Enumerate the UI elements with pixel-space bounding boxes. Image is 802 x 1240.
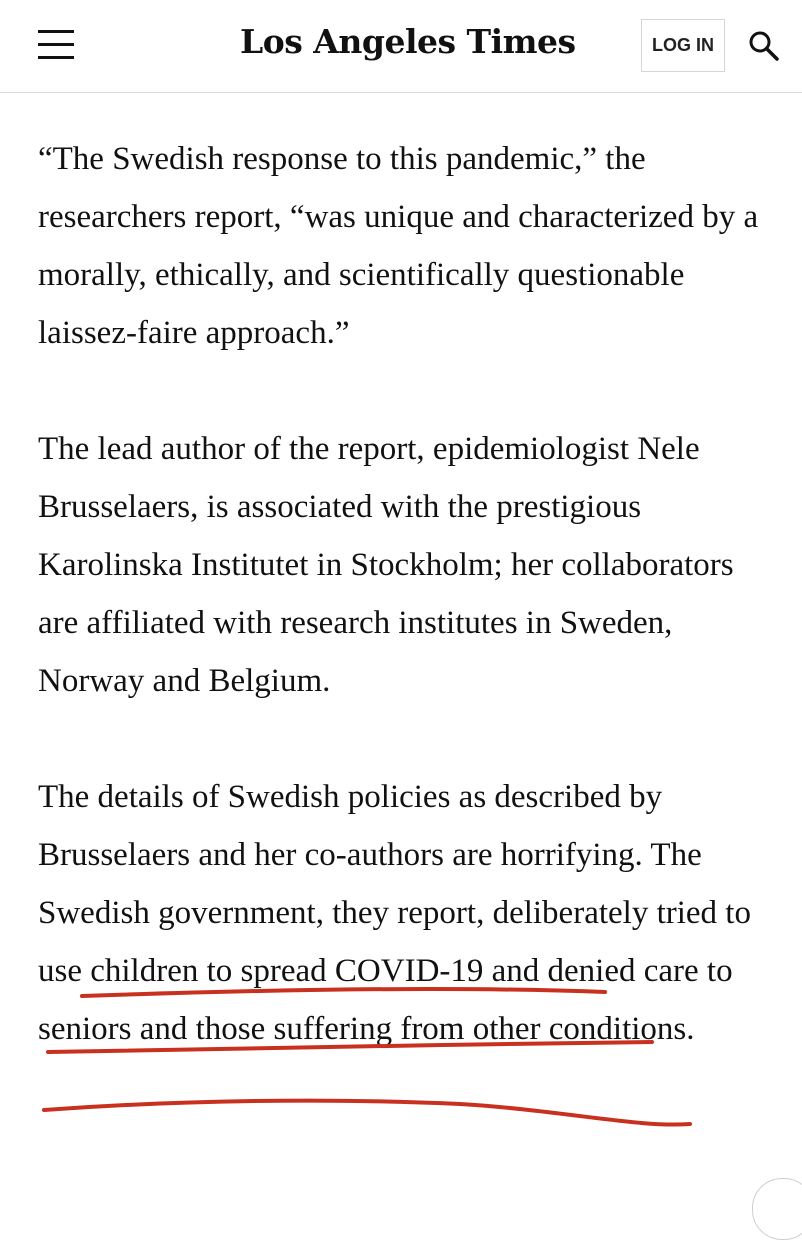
floating-action-button[interactable] xyxy=(752,1178,802,1240)
article-paragraph-quote: “The Swedish response to this pandemic,” the researchers report, “was unique and characterized by a morally, ethically, and scientifically questionable laissez-faire approach.” xyxy=(38,141,759,351)
article-paragraph-policy-details: The details of Swedish policies as described by Brusselaers and her co-authors are horrifying. The Swedish government, they report, deliberately tried to use children to spread COVID-19 and denied care to seniors and those suffering from other conditions. xyxy=(38,779,751,1047)
login-button[interactable]: LOG IN xyxy=(641,19,725,72)
article-paragraph-lead-author: The lead author of the report, epidemiologist Nele Brusselaers, is associated with the prestigious Karolinska Institutet in Stockholm; her collaborators are affiliated with research institutes in Sweden, Norway and Belgium. xyxy=(38,431,734,699)
site-header xyxy=(0,0,802,93)
article-body xyxy=(38,130,778,1116)
search-icon[interactable] xyxy=(748,30,780,62)
site-logo[interactable]: Los Angeles Times xyxy=(240,22,576,61)
hamburger-menu-icon[interactable] xyxy=(38,30,74,60)
